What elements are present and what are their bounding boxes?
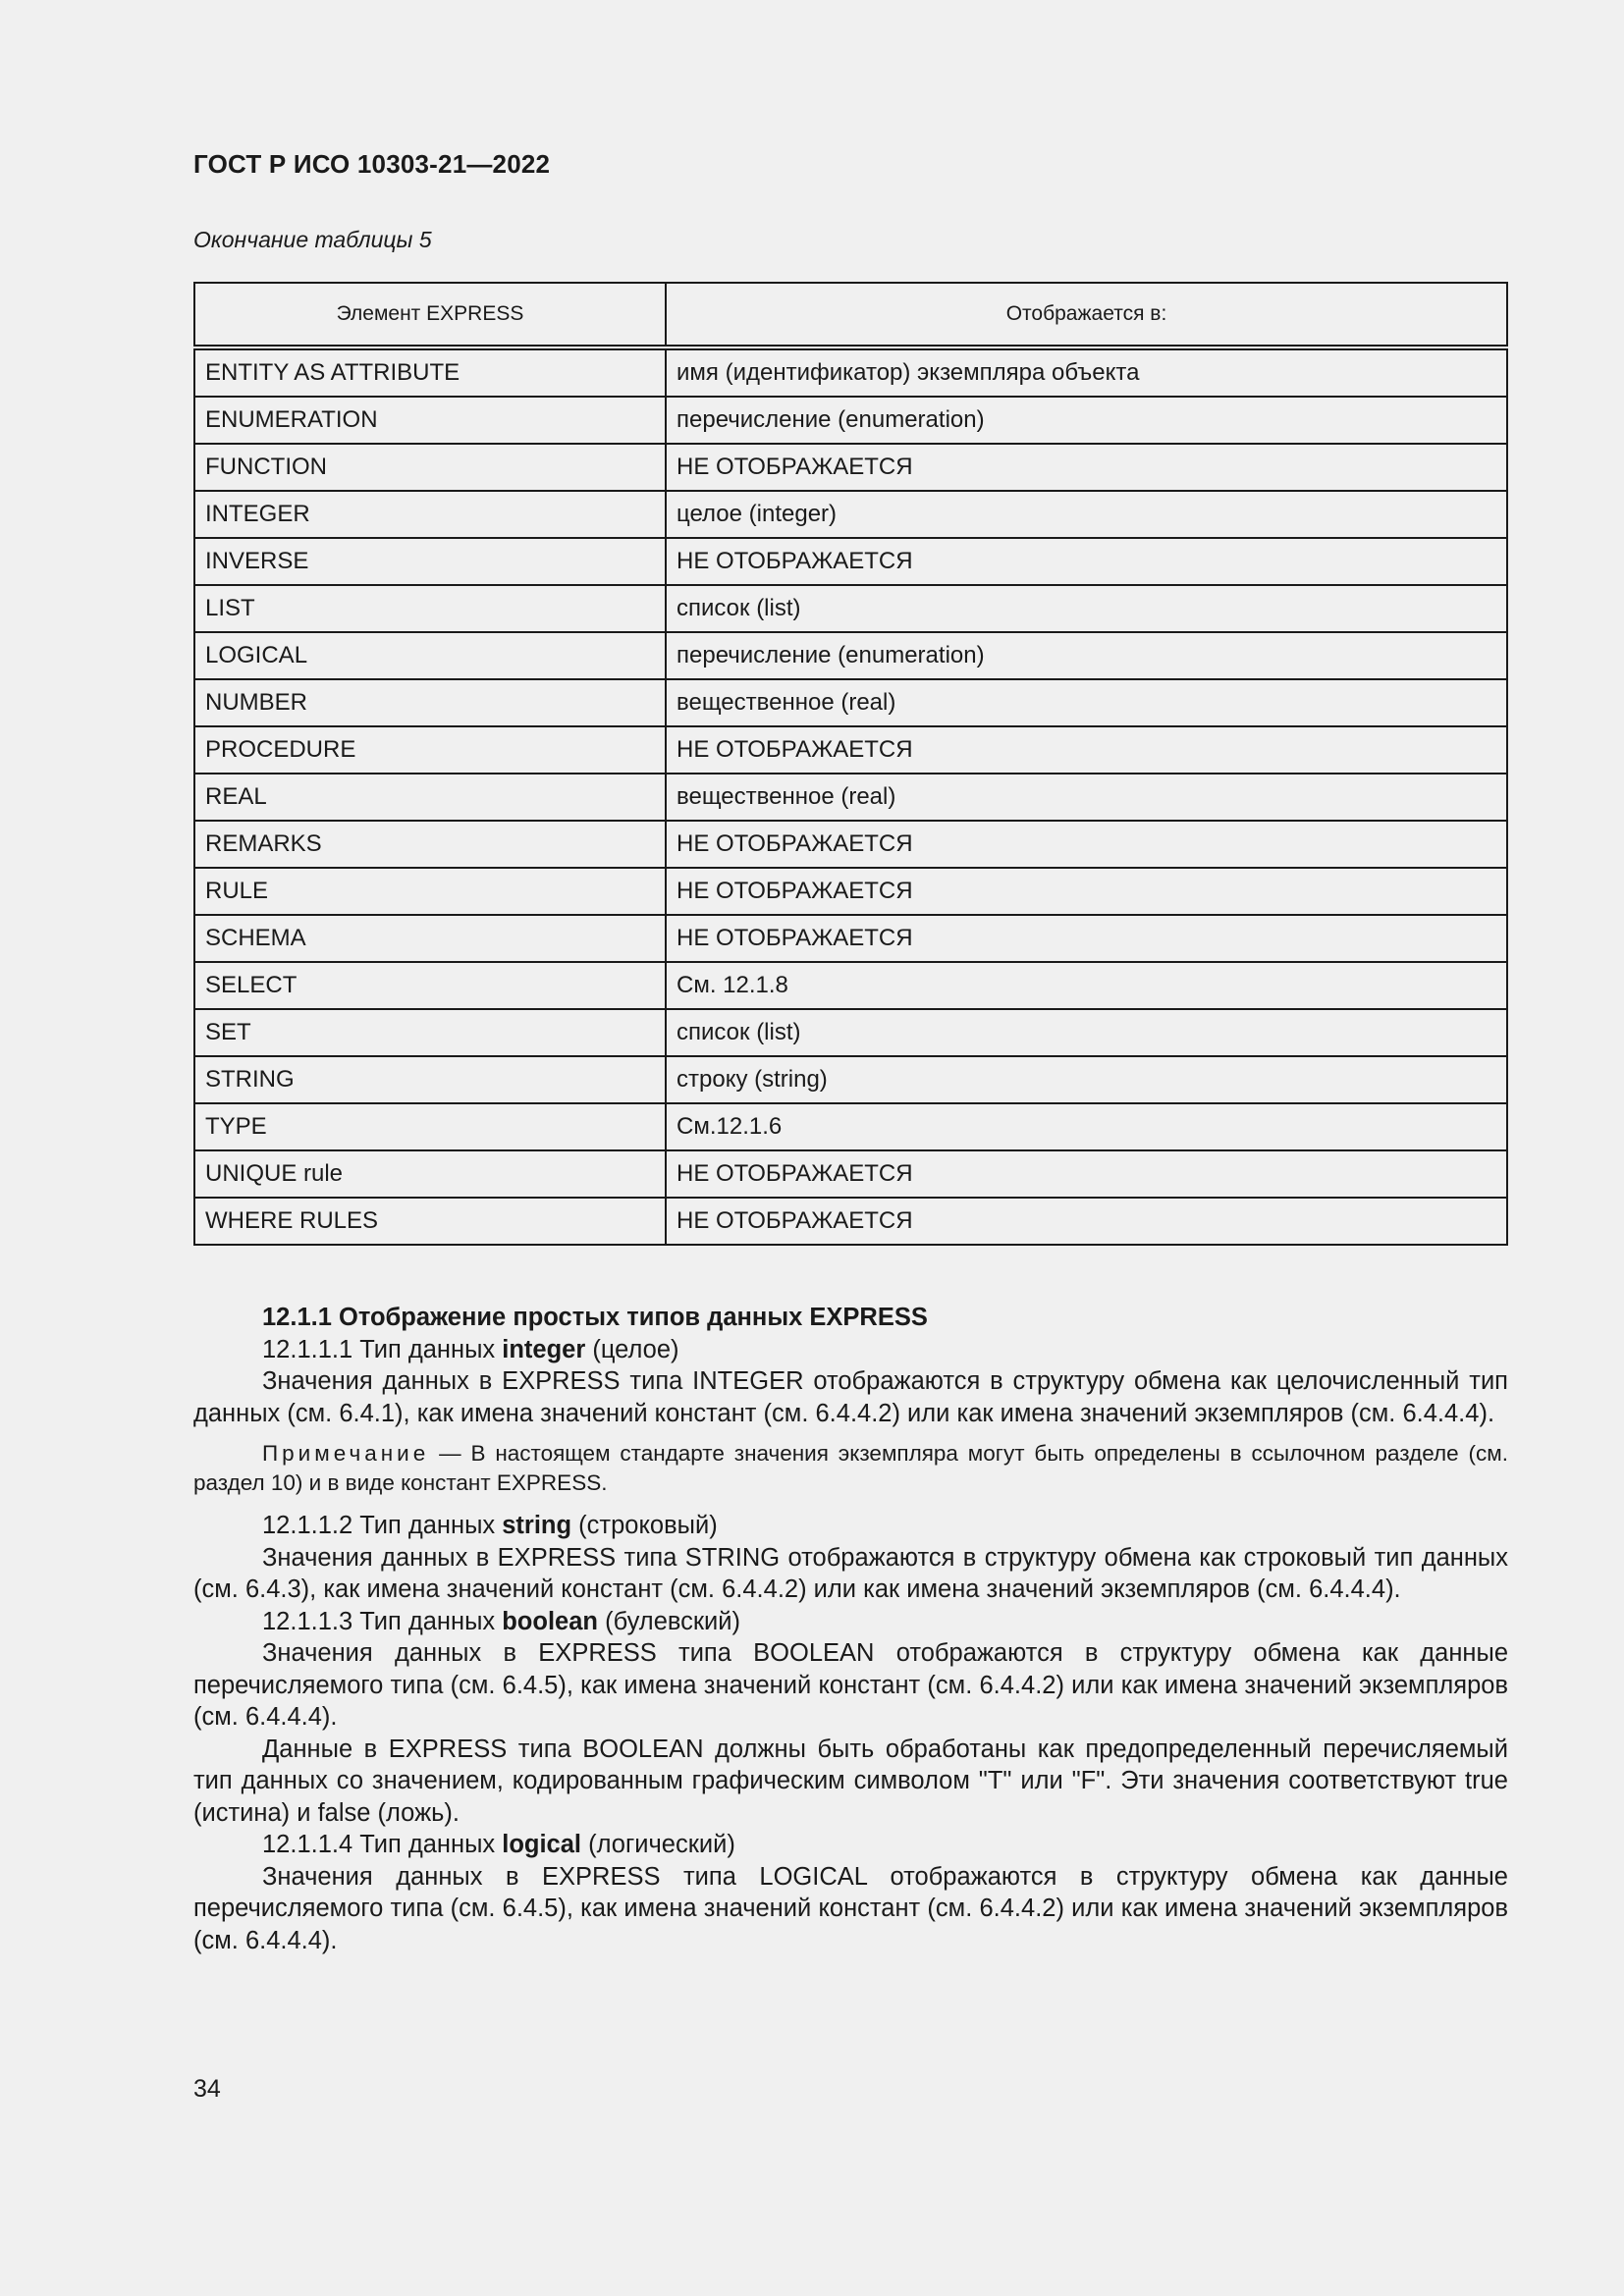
cell-mapped-to: перечисление (enumeration) xyxy=(666,632,1507,679)
cell-mapped-to: См.12.1.6 xyxy=(666,1103,1507,1150)
cell-express-element: WHERE RULES xyxy=(194,1198,666,1245)
cell-express-element: FUNCTION xyxy=(194,444,666,491)
cell-express-element: LIST xyxy=(194,585,666,632)
table-row xyxy=(194,632,1507,679)
table-row xyxy=(194,1103,1507,1150)
table-row xyxy=(194,397,1507,444)
subsection-suffix: (логический) xyxy=(581,1831,735,1858)
table-row xyxy=(194,1198,1507,1245)
cell-mapped-to: НЕ ОТОБРАЖАЕТСЯ xyxy=(666,1198,1507,1245)
table-body xyxy=(194,347,1507,1245)
cell-express-element: LOGICAL xyxy=(194,632,666,679)
document-header: ГОСТ Р ИСО 10303-21—2022 xyxy=(193,149,551,179)
section-body xyxy=(193,1302,1508,1956)
subsection-title-boolean xyxy=(193,1606,1508,1638)
section-heading: 12.1.1 Отображение простых типов данных EXPRESS xyxy=(262,1304,928,1331)
note-text: — В настоящем стандарте значения экземпляра могут быть определены в ссылочном разделе (см. раздел 10) и в виде констант EXPRESS. xyxy=(193,1441,1508,1495)
paragraph: Значения данных в EXPRESS типа INTEGER отображаются в структуру обмена как целочисленный тип данных (см. 6.4.1), как имена значений констант (см. 6.4.4.2) или как имена значений экземпляров (см. 6.4.4.4). xyxy=(193,1367,1508,1427)
cell-express-element: SELECT xyxy=(194,962,666,1009)
type-keyword: boolean xyxy=(502,1607,598,1635)
cell-express-element: ENTITY AS ATTRIBUTE xyxy=(194,347,666,397)
subsection-title-logical xyxy=(193,1829,1508,1861)
column-header-mapped-to: Отображается в: xyxy=(666,283,1507,347)
page-number: 34 xyxy=(193,2075,221,2103)
cell-mapped-to: строку (string) xyxy=(666,1056,1507,1103)
note xyxy=(193,1439,1508,1498)
cell-express-element: INVERSE xyxy=(194,538,666,585)
column-header-element: Элемент EXPRESS xyxy=(194,283,666,347)
table-row xyxy=(194,868,1507,915)
cell-mapped-to: вещественное (real) xyxy=(666,679,1507,726)
cell-mapped-to: НЕ ОТОБРАЖАЕТСЯ xyxy=(666,726,1507,774)
cell-express-element: ENUMERATION xyxy=(194,397,666,444)
table-row xyxy=(194,1150,1507,1198)
cell-express-element: SET xyxy=(194,1009,666,1056)
subsection-title-string xyxy=(193,1510,1508,1542)
subsection-suffix: (целое) xyxy=(585,1335,679,1363)
cell-mapped-to: НЕ ОТОБРАЖАЕТСЯ xyxy=(666,868,1507,915)
cell-mapped-to: целое (integer) xyxy=(666,491,1507,538)
type-keyword: logical xyxy=(502,1831,582,1858)
cell-express-element: TYPE xyxy=(194,1103,666,1150)
table-caption: Окончание таблицы 5 xyxy=(193,227,432,252)
subsection-suffix: (булевский) xyxy=(598,1607,741,1635)
table-row xyxy=(194,821,1507,868)
cell-express-element: REMARKS xyxy=(194,821,666,868)
cell-express-element: INTEGER xyxy=(194,491,666,538)
table-row xyxy=(194,962,1507,1009)
cell-mapped-to: НЕ ОТОБРАЖАЕТСЯ xyxy=(666,444,1507,491)
cell-mapped-to: список (list) xyxy=(666,585,1507,632)
table-row xyxy=(194,1009,1507,1056)
table-row xyxy=(194,679,1507,726)
table-header-row xyxy=(194,283,1507,347)
type-keyword: integer xyxy=(502,1335,586,1363)
cell-express-element: UNIQUE rule xyxy=(194,1150,666,1198)
cell-mapped-to: НЕ ОТОБРАЖАЕТСЯ xyxy=(666,915,1507,962)
cell-express-element: SCHEMA xyxy=(194,915,666,962)
cell-mapped-to: перечисление (enumeration) xyxy=(666,397,1507,444)
cell-mapped-to: список (list) xyxy=(666,1009,1507,1056)
table-row xyxy=(194,1056,1507,1103)
paragraph: Значения данных в EXPRESS типа STRING отображаются в структуру обмена как строковый тип данных (см. 6.4.3), как имена значений констант (см. 6.4.4.2) или как имена значений экземпляров (см. 6.4.4.4). xyxy=(193,1543,1508,1603)
cell-mapped-to: вещественное (real) xyxy=(666,774,1507,821)
table-row xyxy=(194,491,1507,538)
paragraph: Значения данных в EXPRESS типа BOOLEAN отображаются в структуру обмена как данные перечисляемого типа (см. 6.4.5), как имена значений констант (см. 6.4.4.2) или как имена значений экземпляров (см. 6.4.4.4). xyxy=(193,1639,1508,1731)
type-keyword: string xyxy=(502,1512,572,1539)
cell-mapped-to: См. 12.1.8 xyxy=(666,962,1507,1009)
cell-express-element: REAL xyxy=(194,774,666,821)
table-row xyxy=(194,726,1507,774)
cell-mapped-to: НЕ ОТОБРАЖАЕТСЯ xyxy=(666,538,1507,585)
express-mapping-table xyxy=(193,282,1508,1246)
cell-express-element: NUMBER xyxy=(194,679,666,726)
subsection-prefix: 12.1.1.1 Тип данных xyxy=(262,1335,503,1363)
cell-mapped-to: имя (идентификатор) экземпляра объекта xyxy=(666,347,1507,397)
subsection-suffix: (строковый) xyxy=(571,1512,718,1539)
subsection-prefix: 12.1.1.4 Тип данных xyxy=(262,1831,503,1858)
subsection-prefix: 12.1.1.3 Тип данных xyxy=(262,1607,503,1635)
cell-mapped-to: НЕ ОТОБРАЖАЕТСЯ xyxy=(666,1150,1507,1198)
table-row xyxy=(194,585,1507,632)
cell-express-element: PROCEDURE xyxy=(194,726,666,774)
cell-mapped-to: НЕ ОТОБРАЖАЕТСЯ xyxy=(666,821,1507,868)
subsection-title-integer xyxy=(193,1334,1508,1366)
paragraph: Значения данных в EXPRESS типа LOGICAL отображаются в структуру обмена как данные перечисляемого типа (см. 6.4.5), как имена значений констант (см. 6.4.4.2) или как имена значений экземпляров (см. 6.4.4.4). xyxy=(193,1862,1508,1954)
table-row xyxy=(194,444,1507,491)
table-row xyxy=(194,915,1507,962)
note-label: Примечание xyxy=(262,1441,430,1466)
cell-express-element: STRING xyxy=(194,1056,666,1103)
table-row xyxy=(194,538,1507,585)
table-row xyxy=(194,774,1507,821)
subsection-prefix: 12.1.1.2 Тип данных xyxy=(262,1512,503,1539)
cell-express-element: RULE xyxy=(194,868,666,915)
paragraph: Данные в EXPRESS типа BOOLEAN должны быть обработаны как предопределенный перечисляемый тип данных со значением, кодированным графическим символом "T" или "F". Эти значения соответствуют true (истина) и false (ложь). xyxy=(193,1735,1508,1827)
table-row xyxy=(194,347,1507,397)
